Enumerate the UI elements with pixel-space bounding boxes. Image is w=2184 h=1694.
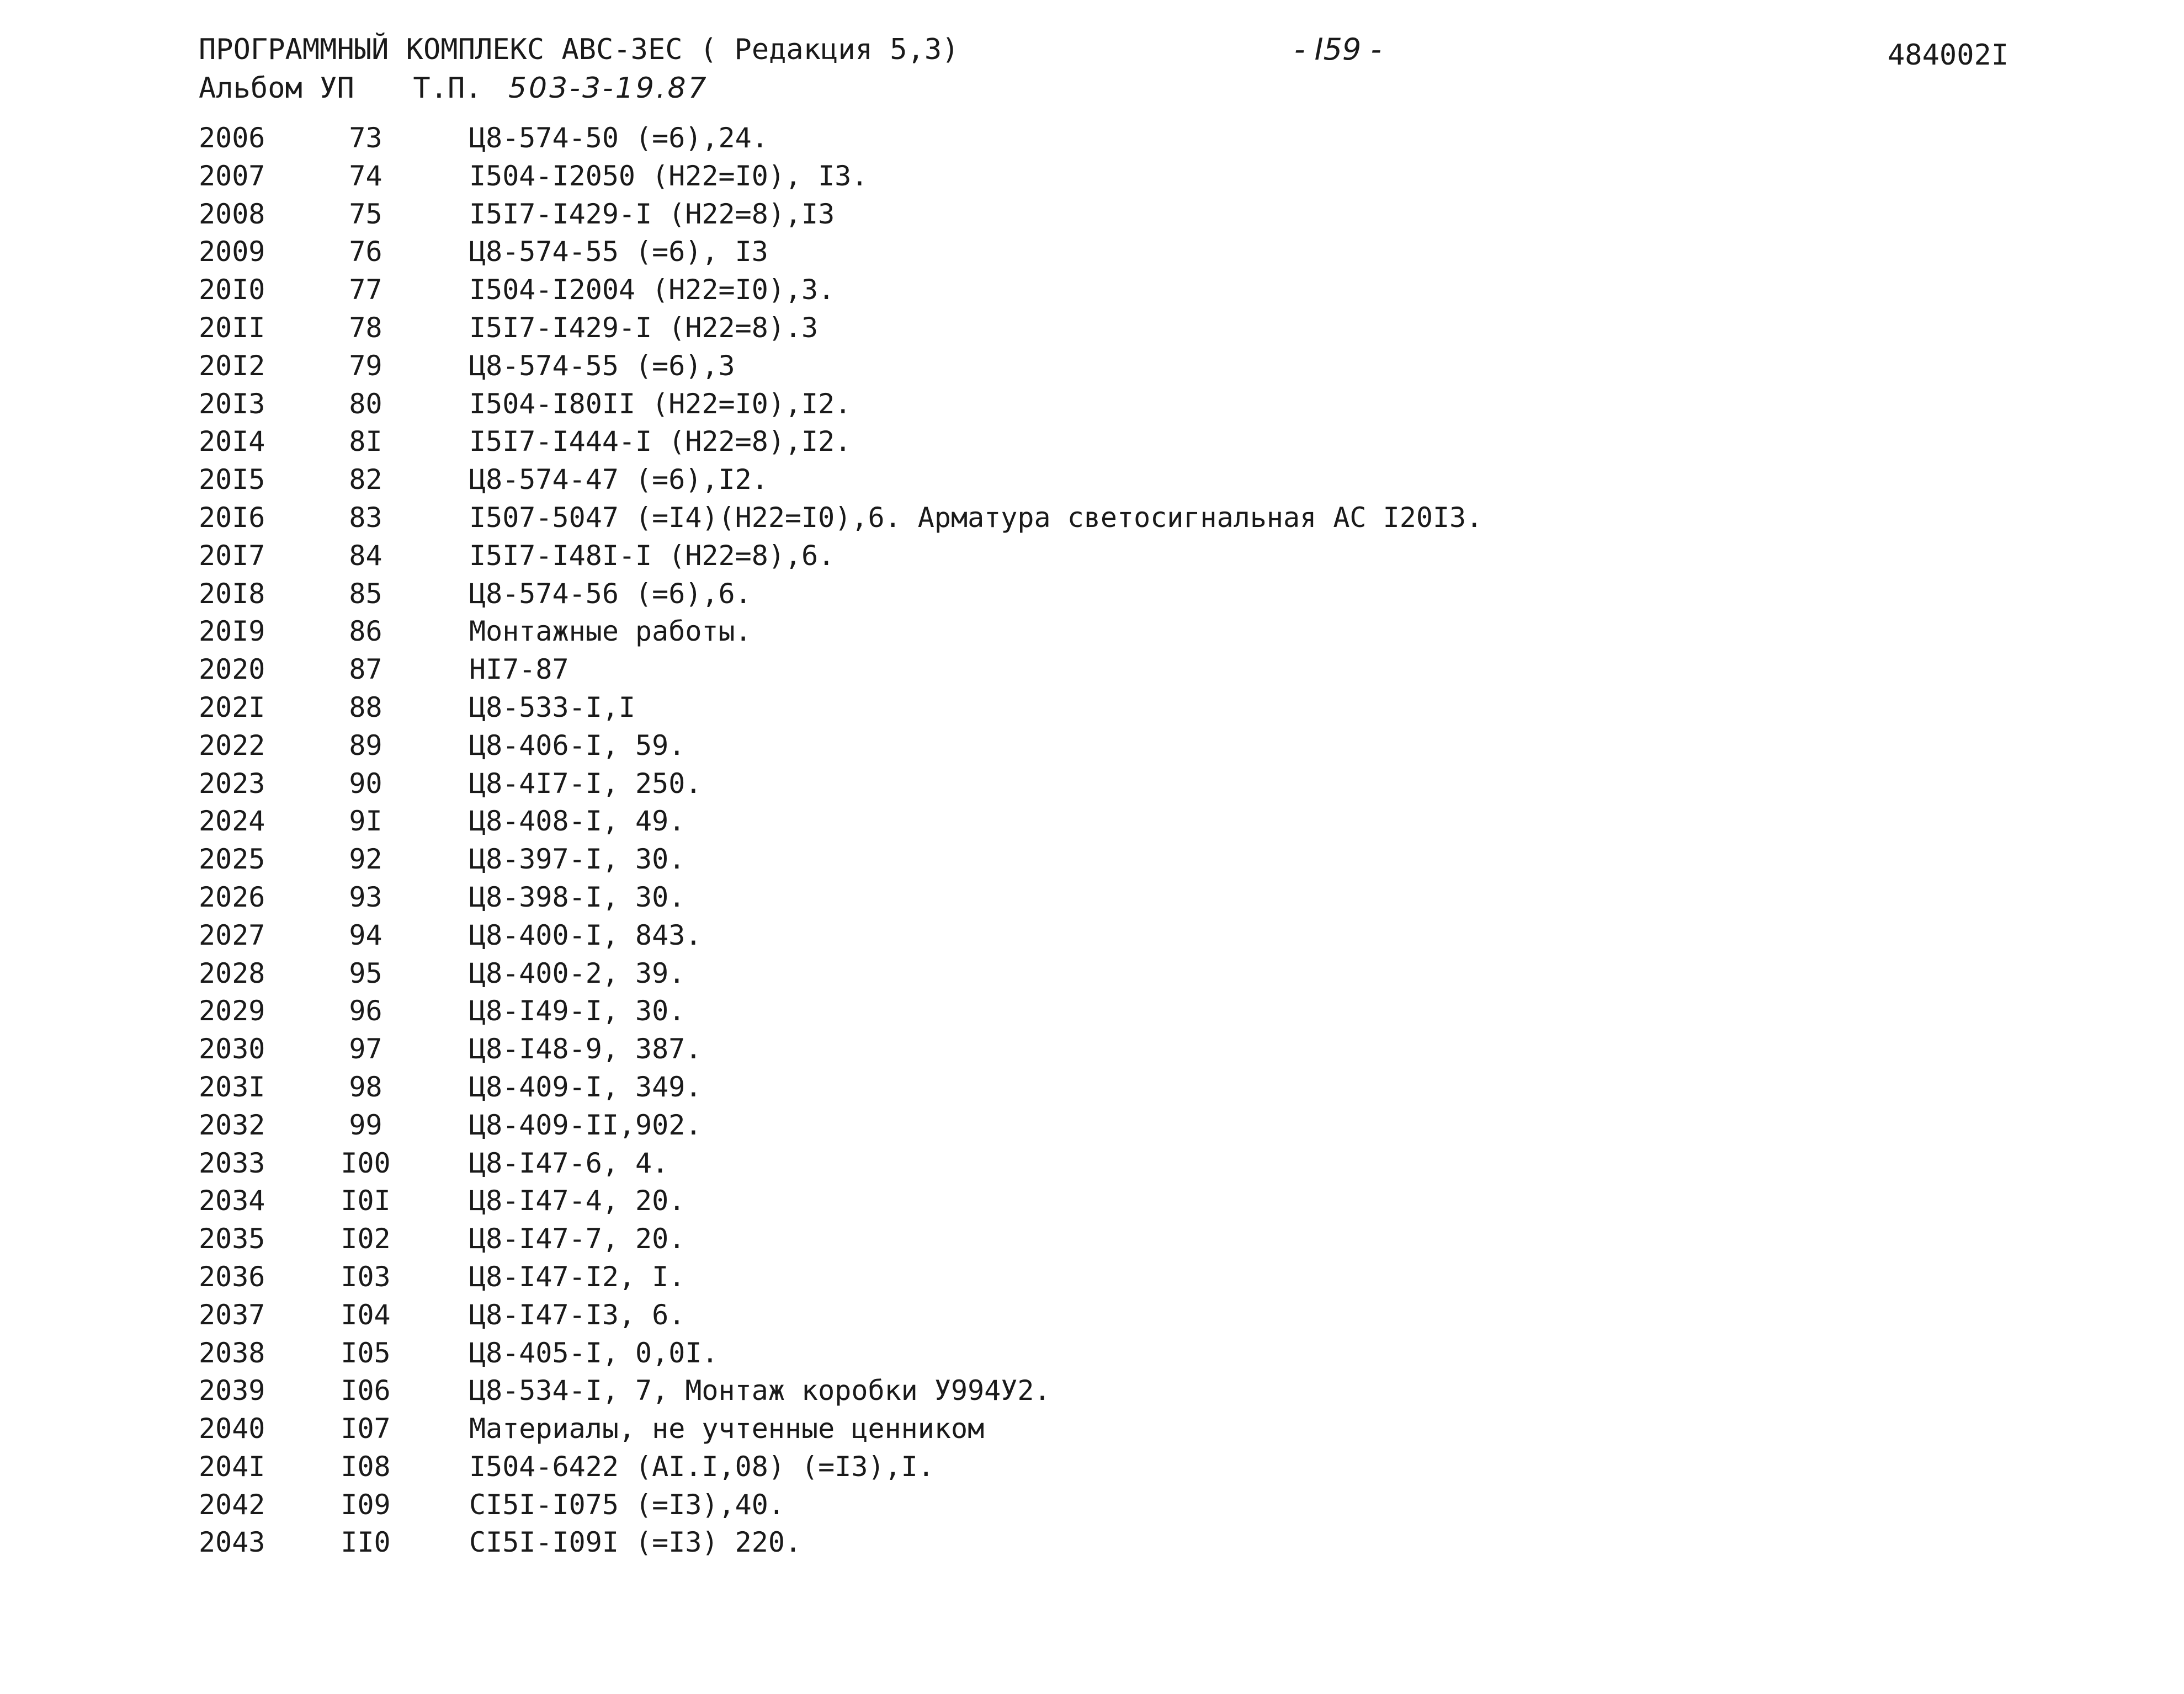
document-code: 484002I bbox=[1888, 39, 2009, 72]
entry-number: I02 bbox=[341, 1223, 391, 1255]
entry-code: 20II bbox=[199, 311, 265, 344]
list-item bbox=[199, 917, 2075, 955]
entry-text: Ц8-398-I, 30. bbox=[469, 881, 686, 913]
entry-text: Ц8-406-I, 59. bbox=[469, 729, 686, 761]
list-item bbox=[199, 575, 2075, 613]
entry-number: 76 bbox=[349, 236, 382, 268]
entry-number: 99 bbox=[349, 1109, 382, 1141]
list-item bbox=[199, 1258, 2075, 1296]
entry-number: 73 bbox=[349, 122, 382, 154]
entry-number: I08 bbox=[341, 1450, 391, 1483]
list-item bbox=[199, 878, 2075, 917]
list-item bbox=[199, 612, 2075, 651]
entry-text: I5I7-I429-I (H22=8).3 bbox=[469, 311, 819, 344]
entry-text: Ц8-I48-9, 387. bbox=[469, 1033, 702, 1066]
entry-number: I06 bbox=[341, 1375, 391, 1407]
entry-code: 2029 bbox=[199, 995, 265, 1027]
entry-code: 20I3 bbox=[199, 387, 265, 420]
entry-number: I0I bbox=[341, 1185, 391, 1217]
entry-text: I504-I2004 (H22=I0),3. bbox=[469, 274, 835, 306]
entry-code: 2033 bbox=[199, 1147, 265, 1179]
entry-code: 20I9 bbox=[199, 615, 265, 648]
entry-text: Ц8-409-I, 349. bbox=[469, 1070, 702, 1103]
entry-code: 20I2 bbox=[199, 349, 265, 382]
entry-number: 96 bbox=[349, 995, 382, 1027]
entry-number: 97 bbox=[349, 1033, 382, 1066]
tp-number: 503-3-19.87 bbox=[508, 72, 709, 105]
entry-text: Ц8-408-I, 49. bbox=[469, 805, 686, 838]
entry-number: I04 bbox=[341, 1298, 391, 1331]
entry-number: II0 bbox=[341, 1526, 391, 1559]
entry-text: CI5I-I075 (=I3),40. bbox=[469, 1488, 785, 1521]
entry-code: 2036 bbox=[199, 1260, 265, 1293]
entry-code: 20I4 bbox=[199, 425, 265, 458]
entries-list bbox=[199, 119, 2075, 1562]
list-item bbox=[199, 1182, 2075, 1220]
entry-text: Ц8-533-I,I bbox=[469, 691, 636, 723]
list-item bbox=[199, 765, 2075, 803]
list-item bbox=[199, 499, 2075, 537]
entry-number: 83 bbox=[349, 501, 382, 534]
entry-text: Ц8-I47-7, 20. bbox=[469, 1223, 686, 1255]
list-item bbox=[199, 992, 2075, 1030]
list-item bbox=[199, 1372, 2075, 1410]
entry-number: 95 bbox=[349, 957, 382, 989]
entry-number: 94 bbox=[349, 919, 382, 951]
page-number: - I59 - bbox=[1294, 32, 1381, 67]
entry-text: Ц8-I47-4, 20. bbox=[469, 1185, 686, 1217]
entry-number: I07 bbox=[341, 1413, 391, 1445]
entry-code: 2037 bbox=[199, 1298, 265, 1331]
list-item bbox=[199, 1144, 2075, 1182]
entry-number: 75 bbox=[349, 198, 382, 230]
list-item bbox=[199, 840, 2075, 878]
entry-text: Материалы, не учтенные ценником bbox=[469, 1413, 985, 1445]
entry-text: Ц8-574-56 (=6),6. bbox=[469, 577, 752, 610]
entry-text: Ц8-574-50 (=6),24. bbox=[469, 122, 768, 154]
entry-number: 79 bbox=[349, 349, 382, 382]
list-item bbox=[199, 1068, 2075, 1106]
entry-text: Ц8-I49-I, 30. bbox=[469, 995, 686, 1027]
list-item bbox=[199, 802, 2075, 840]
list-item bbox=[199, 271, 2075, 309]
list-item bbox=[199, 537, 2075, 575]
entry-code: 2039 bbox=[199, 1375, 265, 1407]
entry-text: I504-6422 (AI.I,08) (=I3),I. bbox=[469, 1450, 934, 1483]
list-item bbox=[199, 385, 2075, 423]
entry-code: 202I bbox=[199, 691, 265, 723]
entry-text: Монтажные работы. bbox=[469, 615, 752, 648]
entry-code: 204I bbox=[199, 1450, 265, 1483]
entry-code: 2042 bbox=[199, 1488, 265, 1521]
entry-text: HI7-87 bbox=[469, 653, 569, 686]
entry-text: I5I7-I429-I (H22=8),I3 bbox=[469, 198, 835, 230]
entry-code: 20I5 bbox=[199, 464, 265, 496]
entry-number: 74 bbox=[349, 159, 382, 192]
entry-number: 80 bbox=[349, 387, 382, 420]
list-item bbox=[199, 423, 2075, 461]
entry-code: 203I bbox=[199, 1070, 265, 1103]
entry-number: 85 bbox=[349, 577, 382, 610]
list-item bbox=[199, 347, 2075, 385]
list-item bbox=[199, 119, 2075, 157]
list-item bbox=[199, 1523, 2075, 1562]
entry-number: 89 bbox=[349, 729, 382, 761]
entry-number: 86 bbox=[349, 615, 382, 648]
entry-text: Ц8-4I7-I, 250. bbox=[469, 767, 702, 800]
album-line bbox=[199, 69, 709, 108]
entry-code: 2026 bbox=[199, 881, 265, 913]
entry-number: 78 bbox=[349, 311, 382, 344]
entry-code: 2024 bbox=[199, 805, 265, 838]
list-item bbox=[199, 689, 2075, 727]
entry-number: 92 bbox=[349, 843, 382, 876]
entry-number: 9I bbox=[349, 805, 382, 838]
entry-text: I5I7-I48I-I (H22=8),6. bbox=[469, 539, 835, 572]
entry-number: 98 bbox=[349, 1070, 382, 1103]
list-item bbox=[199, 1448, 2075, 1486]
entry-text: I5I7-I444-I (H22=8),I2. bbox=[469, 425, 852, 458]
entry-text: Ц8-405-I, 0,0I. bbox=[469, 1336, 719, 1369]
entry-text: I504-I2050 (H22=I0), I3. bbox=[469, 159, 868, 192]
entry-number: 82 bbox=[349, 464, 382, 496]
entry-code: 20I6 bbox=[199, 501, 265, 534]
entry-code: 2040 bbox=[199, 1413, 265, 1445]
entry-code: 2035 bbox=[199, 1223, 265, 1255]
entry-number: I09 bbox=[341, 1488, 391, 1521]
entry-code: 2028 bbox=[199, 957, 265, 989]
list-item bbox=[199, 461, 2075, 499]
list-item bbox=[199, 955, 2075, 993]
list-item bbox=[199, 651, 2075, 689]
entry-number: I05 bbox=[341, 1336, 391, 1369]
list-item bbox=[199, 233, 2075, 271]
entry-text: I504-I80II (H22=I0),I2. bbox=[469, 387, 852, 420]
entry-code: 20I7 bbox=[199, 539, 265, 572]
list-item bbox=[199, 309, 2075, 347]
list-item bbox=[199, 1486, 2075, 1524]
entry-number: 77 bbox=[349, 274, 382, 306]
entry-code: 2009 bbox=[199, 236, 265, 268]
entry-code: 2007 bbox=[199, 159, 265, 192]
list-item bbox=[199, 727, 2075, 765]
entry-code: 20I0 bbox=[199, 274, 265, 306]
entry-text: Ц8-574-47 (=6),I2. bbox=[469, 464, 768, 496]
entry-text: Ц8-I47-6, 4. bbox=[469, 1147, 669, 1179]
entry-text: Ц8-400-I, 843. bbox=[469, 919, 702, 951]
entry-text: I507-5047 (=I4)(H22=I0),6. Арматура светосигнальная АС I20I3. bbox=[469, 501, 1483, 534]
entry-text: Ц8-I47-I3, 6. bbox=[469, 1298, 686, 1331]
entry-code: 2020 bbox=[199, 653, 265, 686]
list-item bbox=[199, 1220, 2075, 1258]
list-item bbox=[199, 1334, 2075, 1372]
entry-number: 88 bbox=[349, 691, 382, 723]
entry-text: Ц8-409-II,902. bbox=[469, 1109, 702, 1141]
entry-text: CI5I-I09I (=I3) 220. bbox=[469, 1526, 802, 1559]
entry-number: I00 bbox=[341, 1147, 391, 1179]
entry-text: Ц8-400-2, 39. bbox=[469, 957, 686, 989]
entry-code: 20I8 bbox=[199, 577, 265, 610]
entry-number: I03 bbox=[341, 1260, 391, 1293]
entry-code: 2006 bbox=[199, 122, 265, 154]
entry-text: Ц8-534-I, 7, Монтаж коробки У994У2. bbox=[469, 1375, 1051, 1407]
entry-code: 2043 bbox=[199, 1526, 265, 1559]
entry-code: 2025 bbox=[199, 843, 265, 876]
program-title: ПРОГРАММНЫЙ КОМПЛЕКС АВС-ЗЕС ( Редакция 5,3) bbox=[199, 33, 959, 66]
entry-number: 93 bbox=[349, 881, 382, 913]
list-item bbox=[199, 1030, 2075, 1068]
entry-text: Ц8-574-55 (=6),3 bbox=[469, 349, 735, 382]
entry-number: 84 bbox=[349, 539, 382, 572]
entry-code: 2008 bbox=[199, 198, 265, 230]
entry-number: 90 bbox=[349, 767, 382, 800]
list-item bbox=[199, 1106, 2075, 1144]
entry-code: 2027 bbox=[199, 919, 265, 951]
entry-number: 8I bbox=[349, 425, 382, 458]
list-item bbox=[199, 157, 2075, 195]
entry-code: 2030 bbox=[199, 1033, 265, 1066]
entry-text: Ц8-574-55 (=6), I3 bbox=[469, 236, 768, 268]
album-label: Альбом УП bbox=[199, 72, 354, 105]
list-item bbox=[199, 1296, 2075, 1334]
entry-code: 2032 bbox=[199, 1109, 265, 1141]
entry-code: 2023 bbox=[199, 767, 265, 800]
entry-code: 2038 bbox=[199, 1336, 265, 1369]
entry-text: Ц8-I47-I2, I. bbox=[469, 1260, 686, 1293]
tp-label: Т.П. bbox=[413, 72, 482, 105]
entry-code: 2034 bbox=[199, 1185, 265, 1217]
entry-number: 87 bbox=[349, 653, 382, 686]
list-item bbox=[199, 1410, 2075, 1448]
entry-text: Ц8-397-I, 30. bbox=[469, 843, 686, 876]
list-item bbox=[199, 195, 2075, 233]
entry-code: 2022 bbox=[199, 729, 265, 761]
